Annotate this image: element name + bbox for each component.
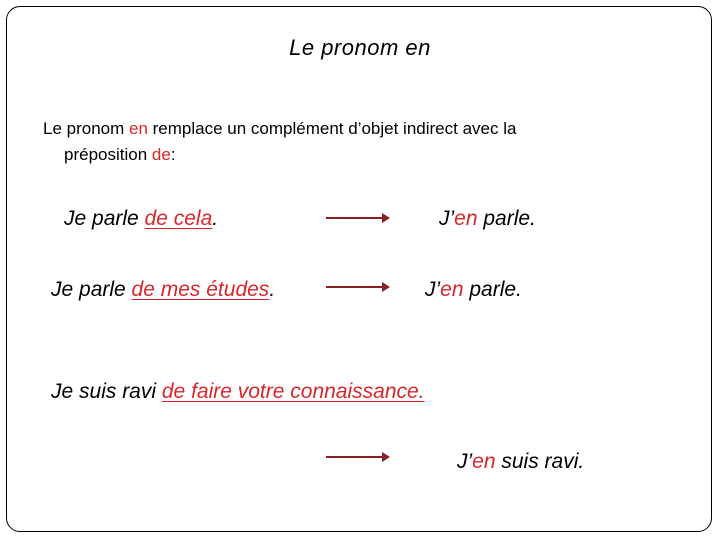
example-sentence-1 (64, 207, 218, 231)
answer-en: en (454, 207, 478, 230)
answer-prefix: J’ (439, 207, 455, 230)
intro-line-2 (43, 142, 663, 168)
answer-en: en (472, 450, 496, 473)
intro-keyword-de: de (151, 145, 171, 164)
intro-text: Le pronom (43, 119, 129, 138)
arrow-icon (326, 212, 390, 224)
intro-keyword-en: en (129, 119, 148, 138)
answer-en: en (440, 278, 464, 301)
example-complement: de mes études (131, 278, 270, 301)
example-suffix: . (269, 278, 276, 301)
arrow-icon (326, 451, 390, 463)
example-prefix: Je suis ravi (51, 380, 162, 403)
example-answer-2 (425, 278, 522, 302)
example-complement: de faire votre connaissance. (161, 380, 425, 403)
answer-prefix: J’ (425, 278, 441, 301)
intro-text: préposition (64, 145, 152, 164)
example-prefix: Je parle (64, 207, 145, 230)
example-prefix: Je parle (51, 278, 132, 301)
example-complement: de cela (144, 207, 213, 230)
intro-text: : (170, 145, 176, 164)
answer-prefix: J’ (457, 450, 473, 473)
example-suffix: . (212, 207, 219, 230)
intro-text: remplace un complément d’objet indirect avec la (147, 119, 517, 138)
example-sentence-3 (51, 380, 425, 404)
answer-suffix: suis ravi. (495, 450, 585, 473)
arrow-icon (326, 281, 390, 293)
answer-suffix: parle. (463, 278, 522, 301)
example-sentence-2 (51, 278, 275, 302)
intro-paragraph (43, 116, 663, 168)
example-answer-3 (457, 450, 584, 474)
intro-line-1 (43, 116, 663, 142)
example-answer-1 (439, 207, 536, 231)
answer-suffix: parle. (477, 207, 536, 230)
slide-title: Le pronom en (289, 35, 431, 60)
